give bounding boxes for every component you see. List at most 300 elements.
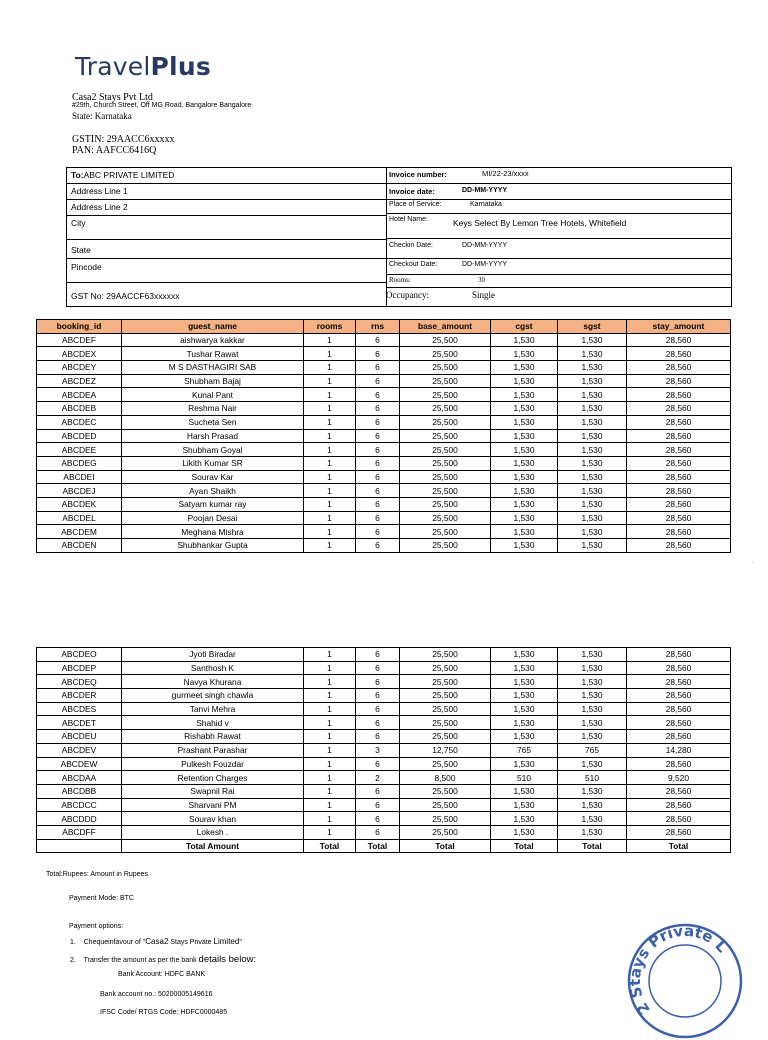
table-row: [37, 374, 731, 388]
bank-account: Bank Account: HDFC BANK: [118, 971, 206, 978]
address-line-2: Address Line 2: [67, 200, 386, 216]
cell-booking-id: ABCDEL: [37, 511, 122, 525]
cell-base-amount: 25,500: [400, 675, 491, 689]
cell-guest-name: Sharvani PM: [122, 798, 304, 812]
occupancy-row: [386, 288, 731, 307]
cell-rooms: 1: [304, 511, 356, 525]
cell-cgst: 1,530: [491, 388, 558, 402]
cell-booking-id: ABCDBB: [37, 784, 122, 798]
margin-mark: ·: [752, 560, 754, 566]
cell-cgst: 1,530: [491, 456, 558, 470]
cell-base-amount: 25,500: [400, 402, 491, 416]
total-note: Total:Rupees: Amount in Rupees: [46, 871, 148, 878]
cell-booking-id: ABCDEW: [37, 757, 122, 771]
cell-booking-id: ABCDAA: [37, 771, 122, 785]
cell-guest-name: Satyam kumar ray: [122, 497, 304, 511]
cell-rooms: 1: [304, 361, 356, 375]
travelplus-logo: [75, 52, 211, 81]
cell-base-amount: 12,750: [400, 743, 491, 757]
total-rns: Total: [356, 839, 400, 853]
cell-booking-id: ABCDEC: [37, 415, 122, 429]
cell-stay-amount: 28,560: [627, 347, 731, 361]
seal-inner-ring: [649, 945, 721, 1017]
cell-booking-id: ABCDEF: [37, 333, 122, 347]
table-row: [37, 388, 731, 402]
cell-booking-id: ABCDED: [37, 429, 122, 443]
table-row: [37, 689, 731, 703]
cell-base-amount: 25,500: [400, 702, 491, 716]
invoice-date-row: [386, 184, 731, 200]
cell-rns: 6: [356, 429, 400, 443]
cell-sgst: 1,530: [558, 702, 627, 716]
cell-stay-amount: 28,560: [627, 402, 731, 416]
cell-stay-amount: 28,560: [627, 661, 731, 675]
rooms-value: 30: [478, 276, 485, 284]
seal-text-path: 2 Stays Private L: [626, 922, 731, 1018]
place-of-service-label: Place of Service:: [389, 201, 442, 208]
state-row: State: [67, 240, 386, 259]
cell-rns: 6: [356, 716, 400, 730]
col-sgst: sgst: [558, 320, 627, 334]
cell-stay-amount: 28,560: [627, 675, 731, 689]
cell-booking-id: ABCDDD: [37, 812, 122, 826]
cell-guest-name: aishwarya kakkar: [122, 333, 304, 347]
cell-rooms: 1: [304, 661, 356, 675]
col-stay-amount: stay_amount: [627, 320, 731, 334]
cell-sgst: 1,530: [558, 689, 627, 703]
cell-sgst: 1,530: [558, 497, 627, 511]
cell-stay-amount: 28,560: [627, 374, 731, 388]
cell-sgst: 1,530: [558, 525, 627, 539]
cell-cgst: 1,530: [491, 415, 558, 429]
cell-stay-amount: 28,560: [627, 702, 731, 716]
cell-rns: 6: [356, 388, 400, 402]
cell-rooms: 1: [304, 484, 356, 498]
cell-sgst: 1,530: [558, 716, 627, 730]
company-pan: PAN: AAFCC6416Q: [72, 145, 157, 156]
cell-stay-amount: 28,560: [627, 429, 731, 443]
cell-guest-name: Tushar Rawat: [122, 347, 304, 361]
cell-rns: 6: [356, 675, 400, 689]
cell-guest-name: Santhosh K: [122, 661, 304, 675]
option-1-text-e: ": [239, 939, 242, 946]
place-of-service-value: Karnataka: [470, 201, 502, 208]
cell-rooms: 1: [304, 812, 356, 826]
cell-booking-id: ABCDEE: [37, 443, 122, 457]
cell-stay-amount: 28,560: [627, 388, 731, 402]
cell-cgst: 1,530: [491, 539, 558, 553]
cell-rooms: 1: [304, 784, 356, 798]
cell-booking-id: ABCDET: [37, 716, 122, 730]
cell-base-amount: 25,500: [400, 798, 491, 812]
cell-rooms: 1: [304, 470, 356, 484]
cell-stay-amount: 28,560: [627, 539, 731, 553]
company-seal-stamp: [626, 922, 744, 1040]
cell-booking-id: ABCDEY: [37, 361, 122, 375]
cell-base-amount: 25,500: [400, 648, 491, 662]
cell-guest-name: Meghana Mishra: [122, 525, 304, 539]
cell-stay-amount: 28,560: [627, 415, 731, 429]
option-2-text-a: Transfer the amount as per the bank: [83, 957, 199, 964]
cell-rooms: 1: [304, 771, 356, 785]
invoice-number-value: MI/22-23/xxxx: [482, 169, 529, 178]
cell-base-amount: 25,500: [400, 388, 491, 402]
cell-guest-name: Swapnil Rai: [122, 784, 304, 798]
cell-stay-amount: 28,560: [627, 456, 731, 470]
cell-rooms: 1: [304, 497, 356, 511]
cell-base-amount: 25,500: [400, 539, 491, 553]
cell-rooms: 1: [304, 675, 356, 689]
place-of-service-row: [386, 200, 731, 214]
to-label: To:: [71, 170, 84, 180]
table-row: [37, 784, 731, 798]
cell-rns: 6: [356, 361, 400, 375]
invoice-header-box: [66, 167, 732, 307]
cell-cgst: 1,530: [491, 374, 558, 388]
invoice-number-row: [386, 168, 731, 184]
cell-sgst: 1,530: [558, 347, 627, 361]
cell-base-amount: 25,500: [400, 825, 491, 839]
cell-stay-amount: 28,560: [627, 798, 731, 812]
cell-base-amount: 25,500: [400, 497, 491, 511]
cell-rns: 3: [356, 743, 400, 757]
table-row: [37, 443, 731, 457]
option-1-text-d: Limited: [213, 937, 240, 946]
cell-guest-name: Retention Charges: [122, 771, 304, 785]
option-1-text-b: Casa2: [145, 937, 169, 946]
cell-rns: 2: [356, 771, 400, 785]
cell-rns: 6: [356, 511, 400, 525]
cell-rns: 6: [356, 702, 400, 716]
address-line-1: Address Line 1: [67, 184, 386, 200]
col-guest-name: guest_name: [122, 320, 304, 334]
invoice-date-value: DD-MM-YYYY: [462, 187, 508, 194]
cell-guest-name: Prashant Parashar: [122, 743, 304, 757]
gst-no-row: GST No: 29AACCF63xxxxxx: [71, 291, 180, 301]
table-row: [37, 675, 731, 689]
cell-sgst: 1,530: [558, 648, 627, 662]
cell-stay-amount: 28,560: [627, 470, 731, 484]
cell-cgst: 1,530: [491, 402, 558, 416]
cell-rns: 6: [356, 456, 400, 470]
cell-sgst: 1,530: [558, 784, 627, 798]
table-header-row: [37, 320, 731, 334]
cell-stay-amount: 28,560: [627, 497, 731, 511]
cell-booking-id: ABCDER: [37, 689, 122, 703]
cell-base-amount: 25,500: [400, 757, 491, 771]
cell-rooms: 1: [304, 730, 356, 744]
cell-rooms: 1: [304, 388, 356, 402]
table-row: [37, 497, 731, 511]
total-amount-label: Total Amount: [122, 839, 304, 853]
cell-base-amount: 25,500: [400, 730, 491, 744]
checkin-date-value: DD-MM-YYYY: [462, 242, 508, 249]
cell-cgst: 1,530: [491, 648, 558, 662]
cell-rooms: 1: [304, 798, 356, 812]
cell-sgst: 1,530: [558, 539, 627, 553]
company-name: Casa2 Stays Pvt Ltd: [72, 92, 153, 103]
cell-cgst: 1,530: [491, 784, 558, 798]
cell-sgst: 1,530: [558, 429, 627, 443]
cell-stay-amount: 28,560: [627, 361, 731, 375]
option-1-number: 1.: [70, 939, 76, 946]
cell-base-amount: 8,500: [400, 771, 491, 785]
cell-booking-id: ABCDEJ: [37, 484, 122, 498]
cell-cgst: 1,530: [491, 361, 558, 375]
cell-cgst: 1,530: [491, 661, 558, 675]
logo-part1: Travel: [75, 52, 151, 81]
checkout-date-label: Checkout Date:: [389, 261, 438, 268]
cell-guest-name: Navya Khurana: [122, 675, 304, 689]
checkout-date-row: [386, 259, 731, 275]
table-row: [37, 812, 731, 826]
col-booking-id: booking_id: [37, 320, 122, 334]
table-row: [37, 402, 731, 416]
hotel-name-label: Hotel Name:: [389, 216, 428, 223]
cell-guest-name: M S DASTHAGIRI SAB: [122, 361, 304, 375]
table-row: [37, 361, 731, 375]
cell-rooms: 1: [304, 648, 356, 662]
cell-rns: 6: [356, 525, 400, 539]
table-body-page-1: [37, 333, 731, 552]
checkin-date-row: [386, 239, 731, 259]
cell-sgst: 1,530: [558, 361, 627, 375]
cell-cgst: 1,530: [491, 757, 558, 771]
cell-cgst: 1,530: [491, 484, 558, 498]
cell-rns: 6: [356, 648, 400, 662]
bookings-table-page-2: [36, 647, 731, 853]
cell-rns: 6: [356, 497, 400, 511]
cell-base-amount: 25,500: [400, 333, 491, 347]
option-2-number: 2.: [70, 957, 76, 964]
cell-cgst: 1,530: [491, 812, 558, 826]
occupancy-value: Single: [472, 290, 496, 300]
option-1-text-a: Chequeinfavour of ": [83, 939, 146, 946]
payment-mode: Payment Mode: BTC: [69, 895, 134, 902]
cell-guest-name: Tanvi Mehra: [122, 702, 304, 716]
invoice-date-label: Invoice date:: [389, 187, 435, 196]
cell-stay-amount: 28,560: [627, 511, 731, 525]
cell-guest-name: Sourav Kar: [122, 470, 304, 484]
cell-booking-id: ABCDES: [37, 702, 122, 716]
cell-guest-name: Shubham Goyal: [122, 443, 304, 457]
cell-cgst: 1,530: [491, 511, 558, 525]
cell-guest-name: Harsh Prasad: [122, 429, 304, 443]
table-row: [37, 456, 731, 470]
hotel-name-value: Keys Select By Lemon Tree Hotels, Whitefield: [453, 218, 627, 228]
invoice-number-label: Invoice number:: [389, 170, 447, 179]
cell-cgst: 1,530: [491, 525, 558, 539]
cell-stay-amount: 28,560: [627, 730, 731, 744]
city-row: City: [67, 216, 386, 240]
cell-base-amount: 25,500: [400, 374, 491, 388]
table-row: [37, 661, 731, 675]
cell-stay-amount: 28,560: [627, 784, 731, 798]
cell-booking-id: ABCDEU: [37, 730, 122, 744]
cell-guest-name: Sucheta Sen: [122, 415, 304, 429]
cell-stay-amount: 28,560: [627, 757, 731, 771]
cell-cgst: 1,530: [491, 825, 558, 839]
cell-booking-id: ABCDEV: [37, 743, 122, 757]
cell-rooms: 1: [304, 825, 356, 839]
cell-sgst: 1,530: [558, 825, 627, 839]
cell-booking-id: ABCDEG: [37, 456, 122, 470]
cell-cgst: 1,530: [491, 675, 558, 689]
bookings-table-page-1: [36, 319, 731, 553]
cell-rooms: 1: [304, 702, 356, 716]
cell-cgst: 1,530: [491, 497, 558, 511]
cell-guest-name: Likith Kumar SR: [122, 456, 304, 470]
table-row: [37, 525, 731, 539]
cell-stay-amount: 28,560: [627, 484, 731, 498]
table-row: [37, 429, 731, 443]
cell-rooms: 1: [304, 743, 356, 757]
cell-base-amount: 25,500: [400, 456, 491, 470]
invoice-details-section: [386, 168, 731, 306]
table-row: [37, 757, 731, 771]
cell-sgst: 1,530: [558, 661, 627, 675]
cell-guest-name: Lokesh .: [122, 825, 304, 839]
cell-guest-name: Shubhankar Gupta: [122, 539, 304, 553]
cell-rns: 6: [356, 825, 400, 839]
checkout-date-value: DD-MM-YYYY: [462, 261, 508, 268]
cell-cgst: 1,530: [491, 689, 558, 703]
table-row: [37, 825, 731, 839]
cell-sgst: 1,530: [558, 456, 627, 470]
cell-rns: 6: [356, 784, 400, 798]
table-row: [37, 484, 731, 498]
total-sgst: Total: [558, 839, 627, 853]
table-row: [37, 511, 731, 525]
cell-cgst: 1,530: [491, 730, 558, 744]
cell-booking-id: ABCDEN: [37, 539, 122, 553]
col-rns: rns: [356, 320, 400, 334]
cell-sgst: 1,530: [558, 484, 627, 498]
cell-booking-id: ABCDEX: [37, 347, 122, 361]
cell-cgst: 1,530: [491, 443, 558, 457]
cell-rns: 6: [356, 689, 400, 703]
cell-stay-amount: 28,560: [627, 812, 731, 826]
table-row: [37, 470, 731, 484]
col-rooms: rooms: [304, 320, 356, 334]
cell-base-amount: 25,500: [400, 361, 491, 375]
cell-cgst: 510: [491, 771, 558, 785]
cell-guest-name: Shubham Bajaj: [122, 374, 304, 388]
cell-base-amount: 25,500: [400, 443, 491, 457]
cell-rns: 6: [356, 798, 400, 812]
rooms-row: [386, 275, 731, 288]
cell-rns: 6: [356, 347, 400, 361]
cell-sgst: 1,530: [558, 470, 627, 484]
cell-rooms: 1: [304, 456, 356, 470]
total-stay-amount: Total: [627, 839, 731, 853]
logo-part2: Plus: [150, 52, 211, 81]
cell-rns: 6: [356, 333, 400, 347]
cell-rns: 6: [356, 374, 400, 388]
cell-rooms: 1: [304, 539, 356, 553]
cell-base-amount: 25,500: [400, 429, 491, 443]
cell-sgst: 1,530: [558, 333, 627, 347]
cell-booking-id: ABCDEO: [37, 648, 122, 662]
table-row: [37, 415, 731, 429]
cell-guest-name: Shahid v: [122, 716, 304, 730]
cell-rns: 6: [356, 812, 400, 826]
cell-base-amount: 25,500: [400, 525, 491, 539]
cell-sgst: 1,530: [558, 812, 627, 826]
cell-base-amount: 25,500: [400, 511, 491, 525]
cell-guest-name: Sourav khan: [122, 812, 304, 826]
cell-sgst: 1,530: [558, 675, 627, 689]
ifsc-code: IFSC Code/ RTGS Code: HDFC0000485: [100, 1009, 228, 1016]
company-gstin: GSTIN: 29AACC6xxxxx: [72, 134, 175, 145]
cell-cgst: 1,530: [491, 429, 558, 443]
cell-rooms: 1: [304, 415, 356, 429]
cell-sgst: 1,530: [558, 511, 627, 525]
cell-rooms: 1: [304, 716, 356, 730]
cell-rooms: 1: [304, 689, 356, 703]
cell-booking-id: ABCDEI: [37, 470, 122, 484]
cell-booking-id: ABCDEP: [37, 661, 122, 675]
cell-base-amount: 25,500: [400, 784, 491, 798]
cell-rns: 6: [356, 470, 400, 484]
table-row: [37, 333, 731, 347]
cell-rns: 6: [356, 443, 400, 457]
occupancy-label: Occupancy:: [386, 290, 429, 300]
bank-account-number: Bank account no.: 50200005149616: [100, 991, 213, 998]
cell-rooms: 1: [304, 347, 356, 361]
payment-option-2: [70, 954, 256, 965]
cell-stay-amount: 14,280: [627, 743, 731, 757]
cell-stay-amount: 28,560: [627, 648, 731, 662]
cell-sgst: 1,530: [558, 374, 627, 388]
payment-option-1: [70, 937, 242, 946]
table-row: [37, 702, 731, 716]
table-row: [37, 771, 731, 785]
cell-guest-name: Reshma Nair: [122, 402, 304, 416]
cell-rooms: 1: [304, 443, 356, 457]
cell-stay-amount: 28,560: [627, 716, 731, 730]
cell-booking-id: ABCDEM: [37, 525, 122, 539]
cell-guest-name: Kunal Pant: [122, 388, 304, 402]
table-row: [37, 539, 731, 553]
total-cell-0: [37, 839, 122, 853]
cell-stay-amount: 9,520: [627, 771, 731, 785]
table-row: [37, 648, 731, 662]
company-address: #29th, Church Street, Off MG Road, Bangalore Bangalore: [72, 102, 252, 109]
cell-rns: 6: [356, 757, 400, 771]
table-row: [37, 716, 731, 730]
payment-options-label: Payment options:: [69, 923, 124, 930]
cell-guest-name: gurmeet singh chawla: [122, 689, 304, 703]
company-state: State: Karnataka: [72, 111, 132, 121]
total-rooms: Total: [304, 839, 356, 853]
total-row: [37, 839, 731, 853]
cell-stay-amount: 28,560: [627, 689, 731, 703]
to-name: ABC PRIVATE LIMITED: [83, 170, 175, 180]
cell-cgst: 1,530: [491, 333, 558, 347]
cell-booking-id: ABCDEB: [37, 402, 122, 416]
cell-rns: 6: [356, 539, 400, 553]
col-cgst: cgst: [491, 320, 558, 334]
cell-cgst: 765: [491, 743, 558, 757]
checkin-date-label: Checkin Date:: [389, 242, 433, 249]
cell-cgst: 1,530: [491, 702, 558, 716]
cell-base-amount: 25,500: [400, 716, 491, 730]
cell-cgst: 1,530: [491, 347, 558, 361]
option-1-text-c: Stays Private: [168, 939, 214, 946]
cell-base-amount: 25,500: [400, 470, 491, 484]
cell-rns: 6: [356, 730, 400, 744]
